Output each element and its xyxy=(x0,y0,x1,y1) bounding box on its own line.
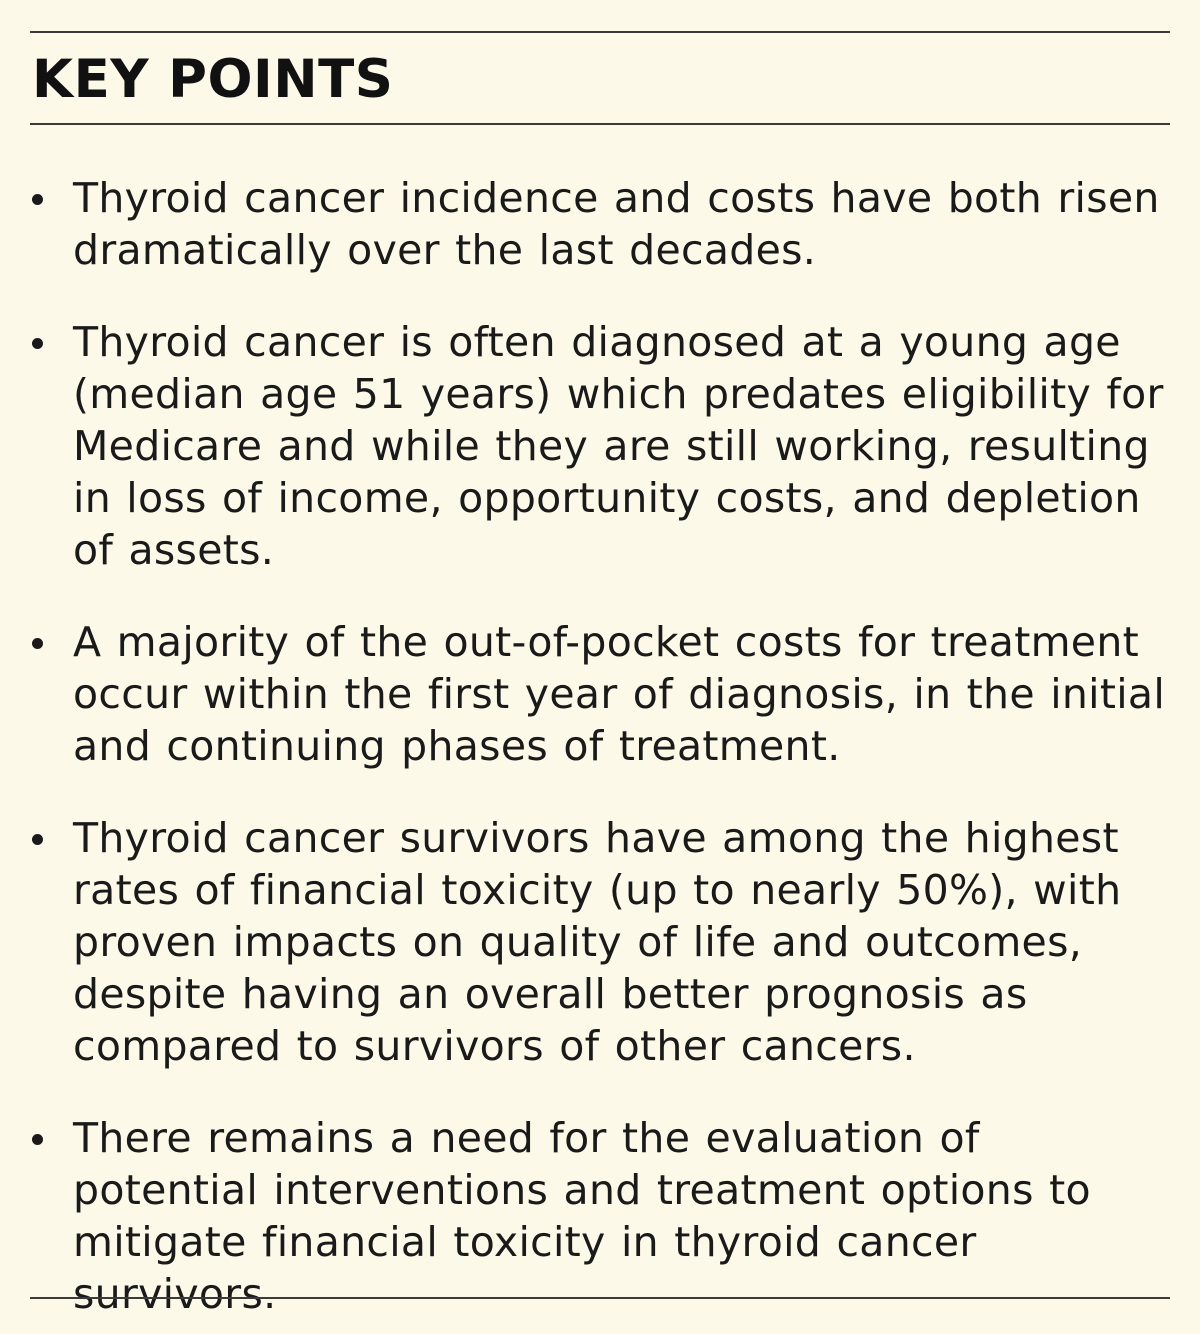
key-points-list xyxy=(30,172,1170,1320)
key-point-2 xyxy=(30,316,1170,576)
key-point-text: Thyroid cancer incidence and costs have both risen dramatically over the last decades. xyxy=(73,174,1160,274)
bullet-icon xyxy=(32,1134,43,1145)
key-point-text: Thyroid cancer survivors have among the highest rates of financial toxicity (up to nearly 50%), with proven impacts on quality of life and outcomes, despite having an overall better prognosis as compared to survivors of other cancers. xyxy=(73,814,1122,1070)
key-points-heading: KEY POINTS xyxy=(32,49,394,110)
top-rule xyxy=(30,31,1170,33)
bullet-icon xyxy=(32,338,43,349)
key-point-text: Thyroid cancer is often diagnosed at a young age (median age 51 years) which predates eligibility for Medicare and while they are still working, resulting in loss of income, opportunity costs, and depletion of assets. xyxy=(73,318,1164,574)
bullet-icon xyxy=(32,194,43,205)
key-point-3 xyxy=(30,616,1170,772)
key-point-text: There remains a need for the evaluation of potential interventions and treatment options to mitigate financial toxicity in thyroid cancer survivors. xyxy=(73,1114,1091,1318)
heading-divider xyxy=(30,123,1170,125)
bottom-rule xyxy=(30,1297,1170,1299)
key-point-text: A majority of the out-of-pocket costs for treatment occur within the first year of diagnosis, in the initial and continuing phases of treatment. xyxy=(73,618,1166,770)
key-point-1 xyxy=(30,172,1170,276)
bullet-icon xyxy=(32,834,43,845)
key-point-4 xyxy=(30,812,1170,1072)
key-point-5 xyxy=(30,1112,1170,1320)
bullet-icon xyxy=(32,638,43,649)
